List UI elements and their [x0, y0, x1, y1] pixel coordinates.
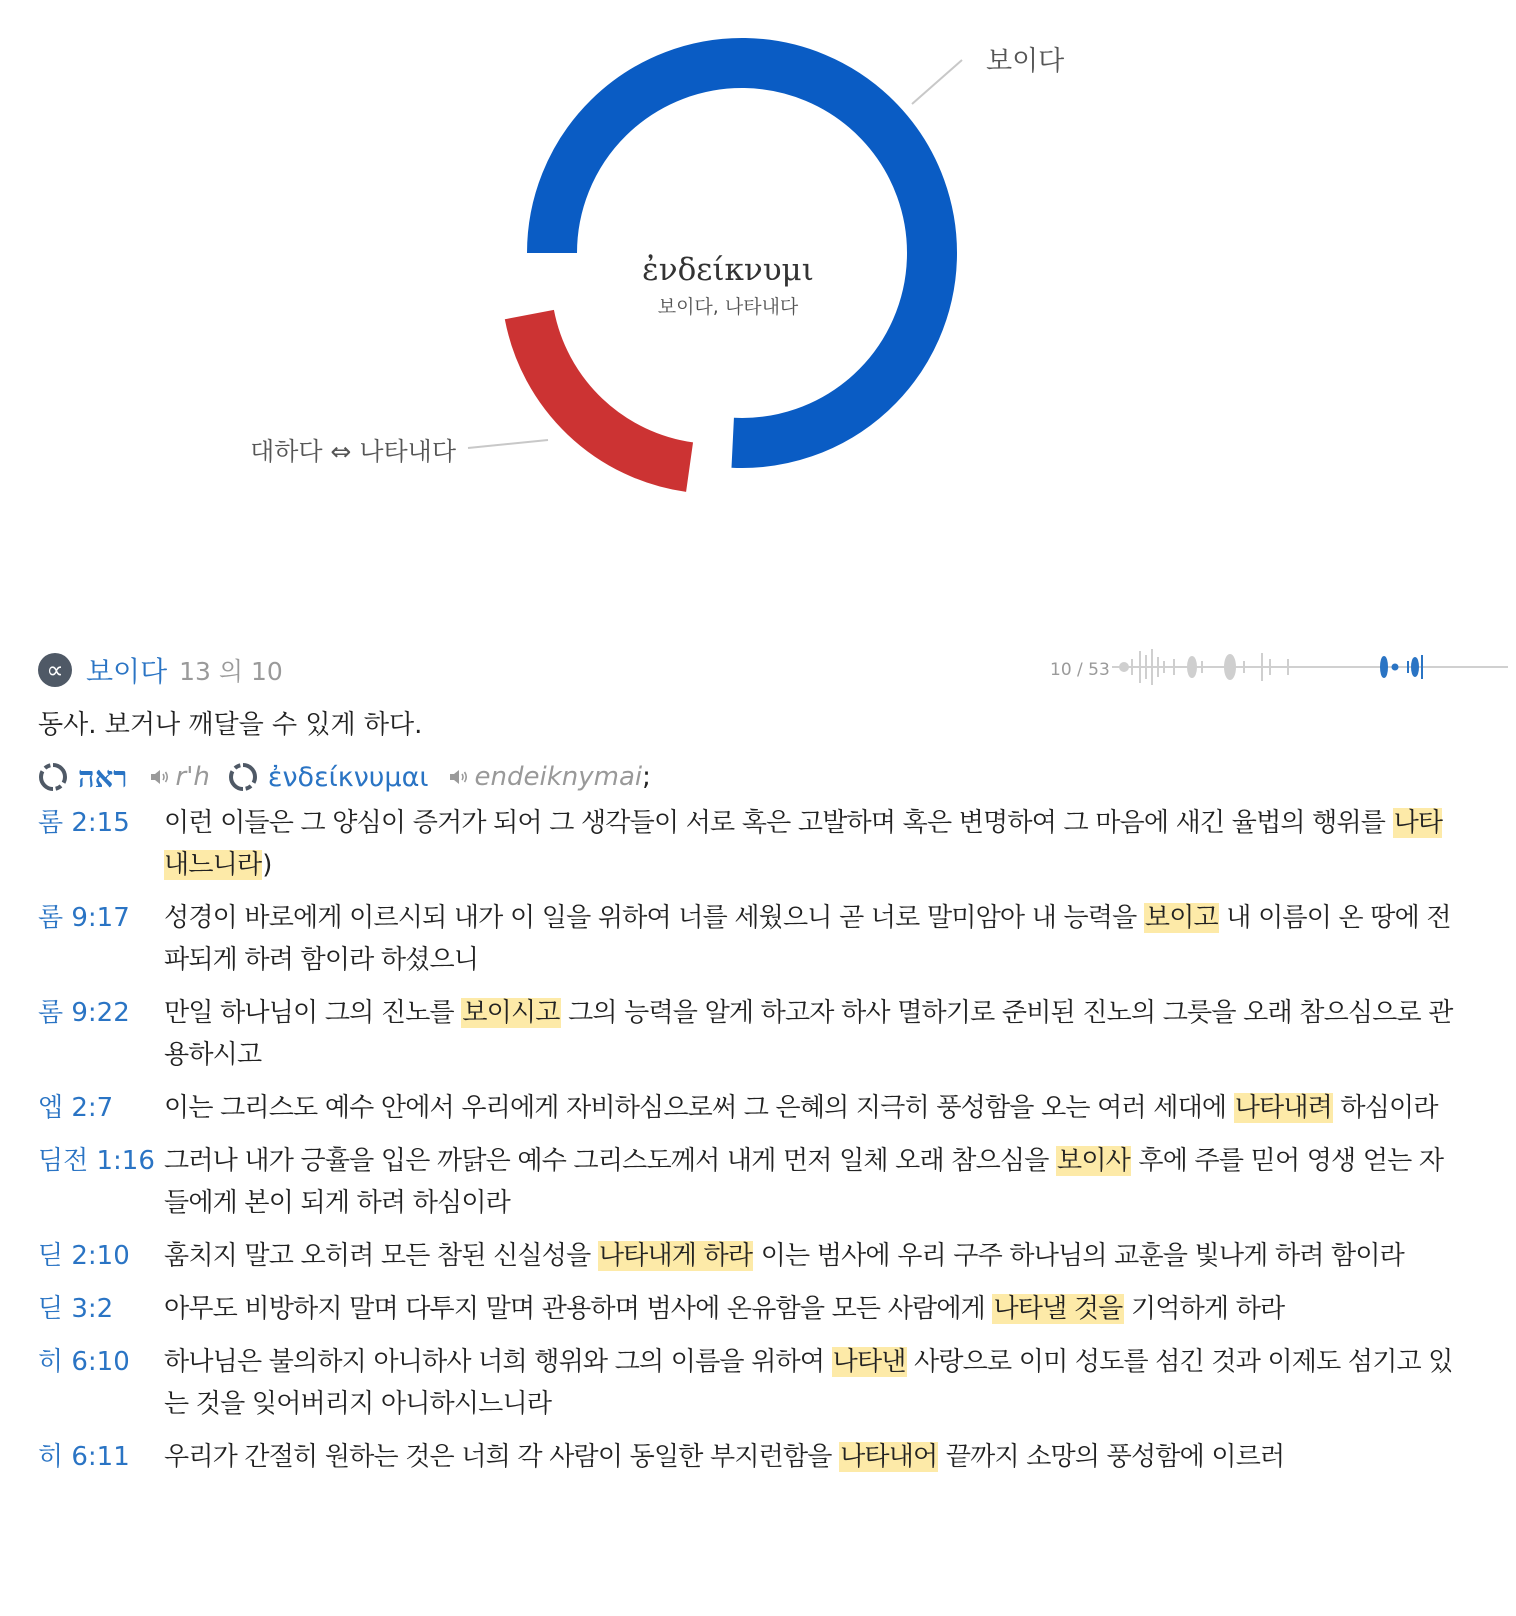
verse-text-after: 내 이름이 온 땅에 전파되게 하려 함이라 하셨으니	[164, 903, 1451, 975]
verse-highlight: 보이사	[1057, 1146, 1130, 1176]
verse-highlight: 나타낼 것을	[993, 1294, 1123, 1324]
verse-text-before: 우리가 간절히 원하는 것은 너희 각 사람이 동일한 부지런함을	[164, 1442, 840, 1472]
segment-label-contrast[interactable]: 대하다 ⇔ 나타내다	[250, 437, 456, 466]
verse-text-before: 만일 하나님이 그의 진노를	[164, 998, 462, 1028]
occurrence-count: 10 / 53	[1050, 660, 1110, 680]
callout-line-contrast	[468, 440, 548, 448]
verse-text	[164, 1235, 1456, 1277]
original-words-line	[38, 758, 651, 796]
hebrew-transliteration: r'h	[175, 762, 210, 792]
word-header	[38, 650, 283, 690]
verse-highlight: 나타내게 하라	[598, 1241, 753, 1271]
verse-list	[38, 802, 1456, 1489]
verse-row	[38, 1140, 1456, 1224]
verse-text	[164, 802, 1456, 886]
verse-ref-link[interactable]: 롬 9:22	[38, 998, 130, 1028]
verse-text	[164, 992, 1456, 1076]
verse-highlight: 보이고	[1144, 903, 1218, 933]
sense-donut-chart	[0, 0, 1516, 600]
verse-text-before: 성경이 바로에게 이르시되 내가 이 일을 위하여 너를 세웠으니 곧 너로 말미암아 내 능력을	[164, 903, 1144, 933]
verse-text-before: 이런 이들은 그 양심이 증거가 되어 그 생각들이 서로 혹은 고발하며 혹은 변명하여 그 마음에 새긴 율법의 행위를	[164, 808, 1393, 838]
verse-text	[164, 1087, 1456, 1129]
verse-text-before: 하나님은 불의하지 아니하사 너희 행위와 그의 이름을 위하여	[164, 1347, 832, 1377]
verse-text-after: 끝까지 소망의 풍성함에 이르러	[938, 1442, 1285, 1472]
verse-highlight: 나타내느니라	[164, 808, 1443, 880]
verse-highlight: 보이시고	[462, 998, 560, 1028]
speaker-icon[interactable]	[447, 766, 469, 788]
speaker-icon[interactable]	[148, 766, 170, 788]
verse-text-after: 이는 범사에 우리 구주 하나님의 교훈을 빛나게 하려 함이라	[753, 1241, 1405, 1271]
verse-text	[164, 1436, 1456, 1478]
verse-ref-link[interactable]: 딛 2:10	[38, 1241, 130, 1271]
verse-text-before: 아무도 비방하지 말며 다투지 말며 관용하며 범사에 온유함을 모든 사람에게	[164, 1294, 993, 1324]
verse-row	[38, 1235, 1456, 1277]
verse-row	[38, 1341, 1456, 1425]
verse-row	[38, 1288, 1456, 1330]
center-greek-word: ἐνδείκνυμι	[642, 252, 814, 288]
verse-highlight: 나타내려	[1234, 1093, 1332, 1123]
center-gloss: 보이다, 나타내다	[657, 296, 799, 318]
verse-text	[164, 1288, 1456, 1330]
verse-row	[38, 897, 1456, 981]
verse-ref-link[interactable]: 롬 9:17	[38, 903, 130, 933]
verse-ref-link[interactable]: 딤전 1:16	[38, 1146, 155, 1176]
waveform-mark	[1381, 657, 1387, 677]
verse-text-after: 후에 주를 믿어 영생 얻는 자들에게 본이 되게 하려 하심이라	[164, 1146, 1444, 1218]
verse-text-after: 기억하게 하라	[1123, 1294, 1285, 1324]
greek-word-link[interactable]: ἐνδείκνυμαι	[267, 761, 429, 793]
headword-link[interactable]: 보이다	[86, 655, 168, 688]
definition-text: 동사. 보거나 깨달을 수 있게 하다.	[38, 710, 423, 740]
segment-label-show[interactable]: 보이다	[986, 46, 1065, 77]
hebrew-word-link[interactable]: ראה	[78, 759, 128, 794]
verse-ref-link[interactable]: 롬 2:15	[38, 808, 130, 838]
cycle-arrows-icon[interactable]	[228, 762, 258, 792]
waveform-mark	[1225, 655, 1235, 679]
occurrence-waveform[interactable]	[1112, 647, 1508, 687]
verse-text-before: 이는 그리스도 예수 안에서 우리에게 자비하심으로써 그 은혜의 지극히 풍성함을 오는 여러 세대에	[164, 1093, 1234, 1123]
verse-text-after: )	[262, 850, 272, 880]
verse-ref-link[interactable]: 엡 2:7	[38, 1093, 114, 1123]
verse-text-before: 그러나 내가 긍휼을 입은 까닭은 예수 그리스도께서 내게 먼저 일체 오래 참으심을	[164, 1146, 1057, 1176]
verse-text-after: 사랑으로 이미 성도를 섬긴 것과 이제도 섬기고 있는 것을 잊어버리지 아니하시느니라	[164, 1347, 1453, 1419]
verse-text	[164, 1341, 1456, 1425]
verse-text	[164, 1140, 1456, 1224]
verse-text-after: 그의 능력을 알게 하고자 하사 멸하기로 준비된 진노의 그릇을 오래 참으심으로 관용하시고	[164, 998, 1453, 1070]
waveform-mark	[1120, 663, 1128, 671]
donut-segment[interactable]	[529, 315, 689, 468]
verse-row	[38, 1087, 1456, 1129]
terminator: ;	[642, 762, 651, 792]
verse-highlight: 나타내어	[840, 1442, 938, 1472]
verse-row	[38, 1436, 1456, 1478]
proportional-root-icon[interactable]: ∝	[38, 653, 72, 687]
verse-text-after: 하심이라	[1332, 1093, 1438, 1123]
verse-ref-link[interactable]: 딛 3:2	[38, 1294, 114, 1324]
cycle-arrows-icon[interactable]	[38, 762, 68, 792]
verse-highlight: 나타낸	[832, 1347, 906, 1377]
verse-text	[164, 897, 1456, 981]
sense-count: 13 의 10	[179, 657, 283, 686]
greek-transliteration: endeiknymai	[474, 762, 643, 792]
verse-ref-link[interactable]: 히 6:11	[38, 1442, 130, 1472]
verse-text-before: 훔치지 말고 오히려 모든 참된 신실성을	[164, 1241, 598, 1271]
waveform-mark	[1412, 658, 1418, 676]
verse-row	[38, 802, 1456, 886]
waveform-mark	[1188, 657, 1196, 677]
waveform-mark	[1393, 665, 1398, 670]
verse-row	[38, 992, 1456, 1076]
verse-ref-link[interactable]: 히 6:10	[38, 1347, 130, 1377]
callout-line-show	[912, 60, 962, 104]
